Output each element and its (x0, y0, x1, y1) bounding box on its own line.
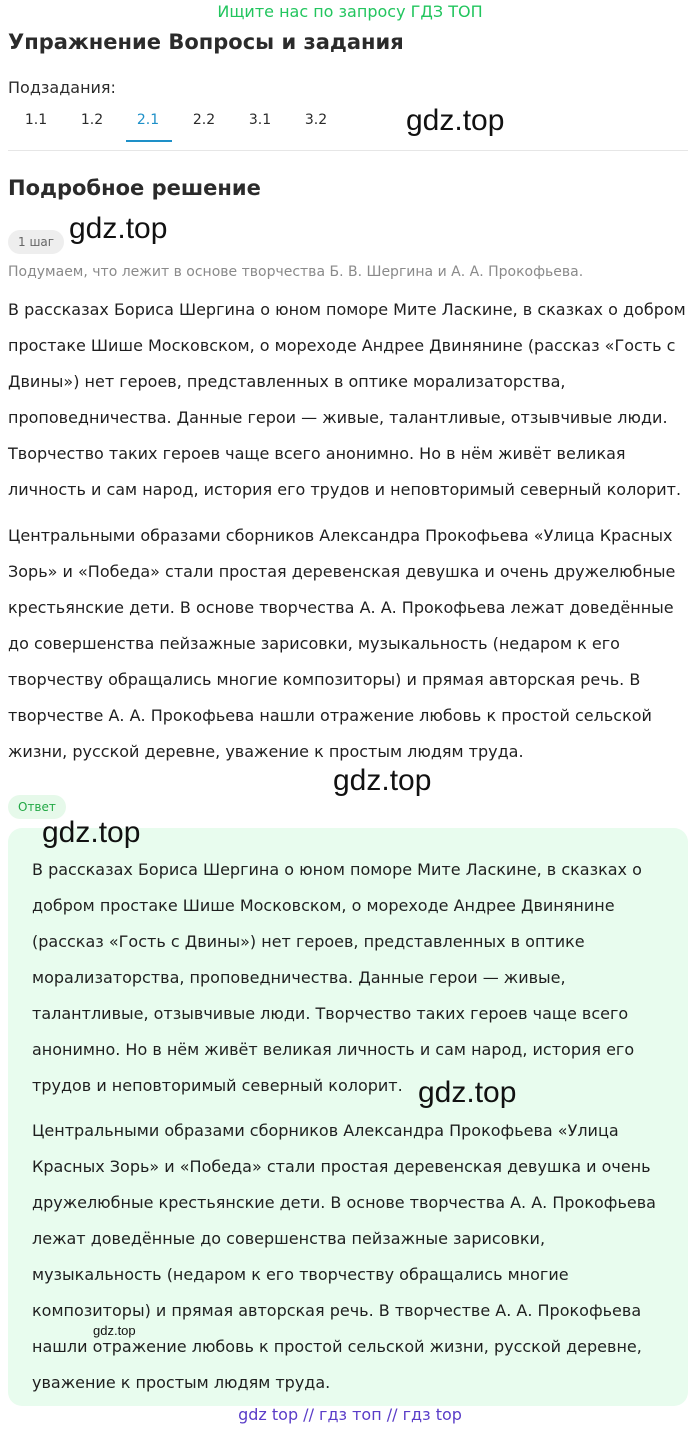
watermark: gdz.top (418, 1076, 517, 1109)
step-hint: Подумаем, что лежит в основе творчества Б. В. Шергина и А. А. Прокофьева. (8, 264, 584, 280)
watermark: gdz.top (42, 816, 141, 849)
solution-paragraph: В рассказах Бориса Шергина о юном поморе Мите Ласкине, в сказках о добром простаке Шише Московском, о мореходе Андрее Двинянине (рассказ «Гость с Двины») нет героев, представленных в оптике морализаторства, проповедничества. Данные герои — живые, талантливые, отзывчивые люди. Творчество таких героев чаще всего анонимно. Но в нём живёт великая личность и сам народ, история его трудов и неповторимый северный колорит. (8, 300, 686, 499)
tab-2-1[interactable]: 2.1 (120, 104, 176, 142)
tab-1-1[interactable]: 1.1 (24, 112, 48, 128)
watermark: gdz.top (333, 764, 432, 797)
tab-3-2[interactable]: 3.2 (304, 112, 328, 128)
answer-badge: Ответ (8, 795, 66, 819)
answer-paragraph: В рассказах Бориса Шергина о юном поморе Мите Ласкине, в сказках о добром простаке Шише Московском, о мореходе Андрее Двинянине (рассказ «Гость с Двины») нет героев, представленных в оптике морализаторства, проповедничества. Данные герои — живые, талантливые, отзывчивые люди. Творчество таких героев чаще всего анонимно. Но в нём живёт великая личность и сам народ, история его трудов и неповторимый северный колорит. (32, 860, 642, 1095)
subtasks-tabs (8, 104, 344, 142)
tab-3-1[interactable]: 3.1 (248, 112, 272, 128)
answer-paragraph: Центральными образами сборников Александра Прокофьева «Улица Красных Зорь» и «Победа» стали простая деревенская девушка и очень дружелюбные крестьянские дети. В основе творчества А. А. Прокофьева лежат доведённые до совершенства пейзажные зарисовки, музыкальность (недаром к его творчеству обращались многие композиторы) и прямая авторская речь. В творчестве А. А. Прокофьева нашли отражение любовь к простой сельской жизни, русской деревне, уважение к простым людям труда. (32, 1121, 656, 1392)
page-title: Упражнение Вопросы и задания (8, 30, 404, 54)
tab-2-2[interactable]: 2.2 (192, 112, 216, 128)
watermark: gdz.top (69, 212, 168, 245)
promo-banner[interactable]: Ищите нас по запросу ГДЗ ТОП (217, 2, 483, 21)
solution-heading: Подробное решение (8, 176, 261, 200)
solution-paragraph: Центральными образами сборников Александра Прокофьева «Улица Красных Зорь» и «Победа» стали простая деревенская девушка и очень дружелюбные крестьянские дети. В основе творчества А. А. Прокофьева лежат доведённые до совершенства пейзажные зарисовки, музыкальность (недаром к его творчеству обращались многие композиторы) и прямая авторская речь. В творчестве А. А. Прокофьева нашли отражение любовь к простой сельской жизни, русской деревне, уважение к простым людям труда. (8, 526, 676, 761)
step-badge: 1 шаг (8, 230, 64, 254)
divider (8, 150, 688, 151)
watermark: gdz.top (406, 104, 505, 137)
tab-1-2[interactable]: 1.2 (80, 112, 104, 128)
subtasks-label: Подзадания: (8, 78, 116, 97)
footer-links[interactable]: gdz top // гдз топ // гдз top (238, 1405, 462, 1424)
watermark: gdz.top (93, 1323, 136, 1338)
